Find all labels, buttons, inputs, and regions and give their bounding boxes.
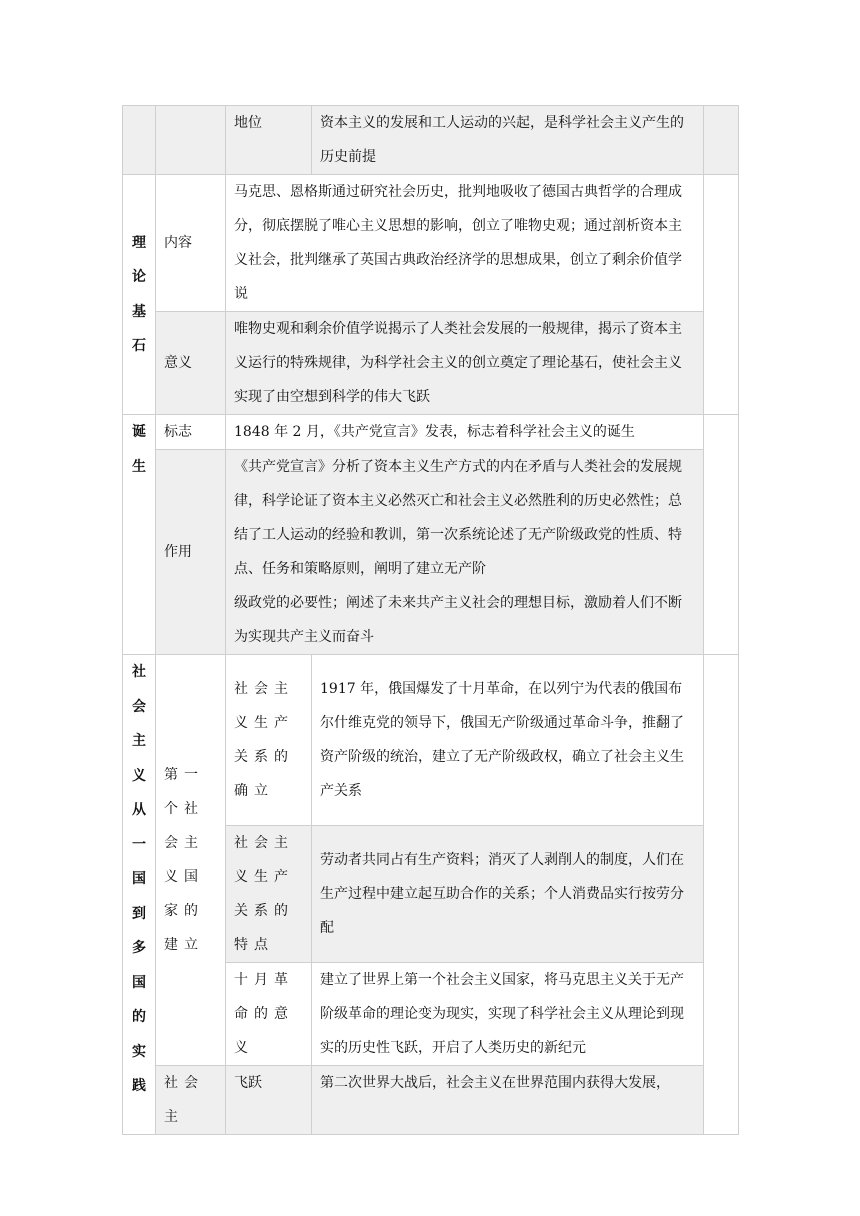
section-title-char: 践 <box>132 1078 146 1094</box>
row-text-establish: 1917 年，俄国爆发了十月革命，在以列宁为代表的俄国布尔什维克党的领导下，俄国无产阶级通过革命斗争，推翻了资产阶级的统治，建立了无产阶级政权，确立了社会主义生产关系 <box>312 655 704 826</box>
table-row <box>123 1066 739 1135</box>
section-title-char: 石 <box>132 338 146 354</box>
section-title-char: 国 <box>132 974 146 991</box>
section-title-char: 社 <box>132 664 146 680</box>
row-label-october: 十月革命的意义 <box>226 963 312 1066</box>
row-label-next: 社会主 <box>156 1066 226 1135</box>
table-row <box>123 312 739 415</box>
row-text-leap: 第二次世界大战后，社会主义在世界范围内获得大发展， <box>312 1066 704 1135</box>
row-text-features: 劳动者共同占有生产资料；消灭了人剥削人的制度，人们在生产过程中建立起互助合作的关系；个人消费品实行按劳分配 <box>312 826 704 963</box>
section-title-char: 从 <box>132 802 146 818</box>
section-title-char: 诞 <box>132 424 146 440</box>
row-label-features: 社会主义生产关系的特点 <box>226 826 312 963</box>
section-title-char: 国 <box>132 871 146 887</box>
section-title-birth <box>123 415 156 655</box>
table-row <box>123 175 739 312</box>
section-title-char: 义 <box>132 767 146 784</box>
section-title-char: 基 <box>132 303 146 320</box>
table-row <box>123 655 739 826</box>
row-label-content: 内容 <box>156 175 226 312</box>
section-title-char: 论 <box>132 269 146 285</box>
section-title-char: 生 <box>132 458 146 475</box>
section-title-practice <box>123 655 156 1135</box>
row-text-meaning: 唯物史观和剩余价值学说揭示了人类社会发展的一般规律，揭示了资本主义运行的特殊规律，为科学社会主义的创立奠定了理论基石，使社会主义实现了由空想到科学的伟大飞跃 <box>226 312 704 415</box>
section-title-char: 主 <box>132 733 146 749</box>
section-title-char: 到 <box>132 905 146 922</box>
table-row <box>123 415 739 450</box>
section-title-char: 的 <box>132 1009 146 1025</box>
row-text-role: 《共产党宣言》分析了资本主义生产方式的内在矛盾与人类社会的发展规律，科学论证了资本主义必然灭亡和社会主义必然胜利的历史必然性；总结了工人运动的经验和教训，第一次系统论述了无产阶级政党的性质、特点、任务和策略原则，阐明了建立无产阶 <box>234 459 682 577</box>
section-title-char: 实 <box>132 1043 146 1060</box>
row-text-role-cont: 级政党的必要性；阐述了未来共产主义社会的理想目标，激励着人们不断为实现共产主义而奋斗 <box>234 595 682 645</box>
row-label-sign: 标志 <box>156 415 226 450</box>
section-title-theory <box>123 175 156 415</box>
row-text-october: 建立了世界上第一个社会主义国家，将马克思主义关于无产阶级革命的理论变为现实，实现了科学社会主义从理论到现实的历史性飞跃，开启了人类历史的新纪元 <box>312 963 704 1066</box>
row-text-status: 资本主义的发展和工人运动的兴起，是科学社会主义产生的历史前提 <box>312 106 704 175</box>
summary-table <box>122 105 739 1135</box>
section-title-char: 理 <box>132 234 146 251</box>
table-row <box>123 450 739 655</box>
row-text-sign: 1848 年 2 月，《共产党宣言》发表，标志着科学社会主义的诞生 <box>226 415 704 450</box>
row-label-meaning: 意义 <box>156 312 226 415</box>
section-title-char: 会 <box>132 698 146 715</box>
row-text-content: 马克思、恩格斯通过研究社会历史，批判地吸收了德国古典哲学的合理成分，彻底摆脱了唯心主义思想的影响，创立了唯物史观；通过剖析资本主义社会，批判继承了英国古典政治经济学的思想成果，创立了剩余价值学说 <box>226 175 704 312</box>
table-row <box>123 106 739 175</box>
section-title-char: 多 <box>132 940 146 956</box>
row-label-status: 地位 <box>226 106 312 175</box>
row-label-role: 作用 <box>156 450 226 655</box>
section-title-char: 一 <box>132 836 146 853</box>
row-label-leap: 飞跃 <box>226 1066 312 1135</box>
row-label-establish: 社会主义生产关系的确立 <box>226 655 312 826</box>
row-label-first-state: 第一个社会主义国家的建立 <box>156 655 226 1066</box>
